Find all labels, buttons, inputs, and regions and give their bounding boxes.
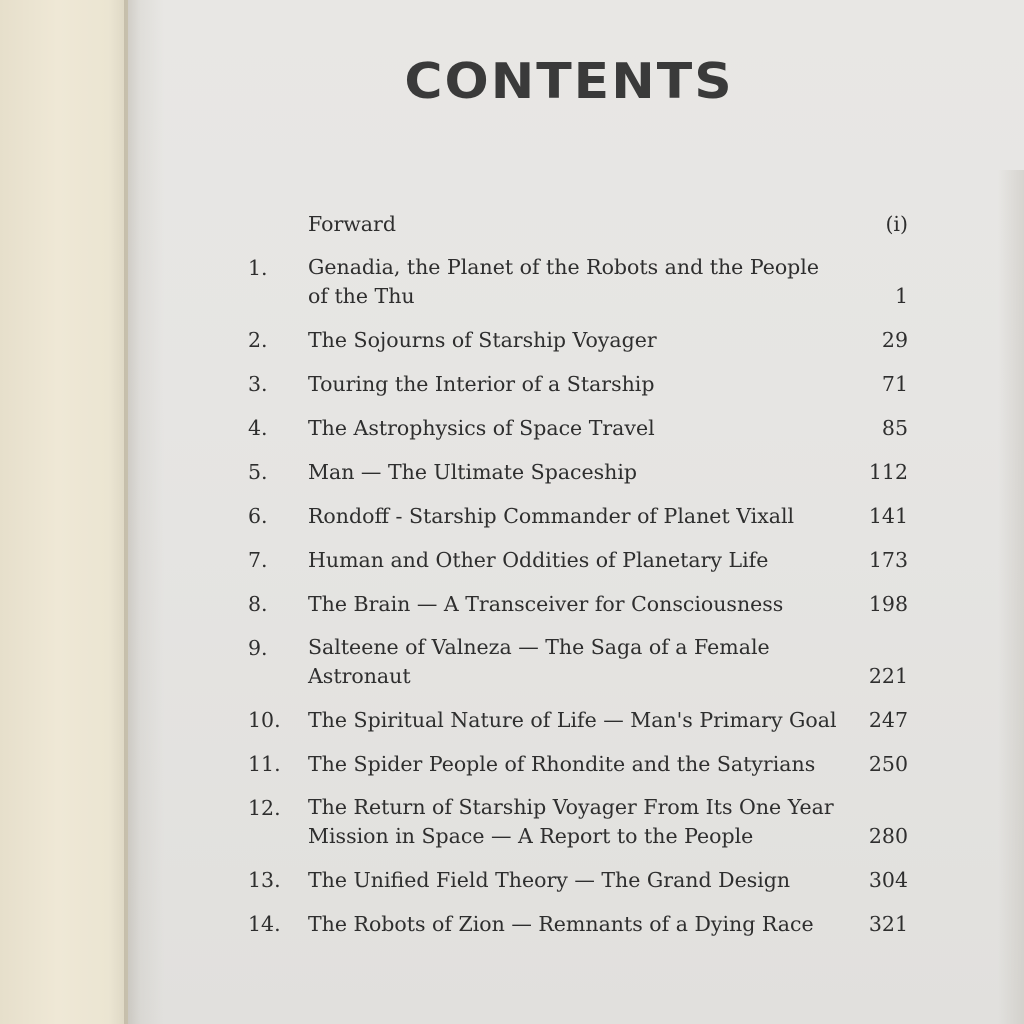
entry-number: 6. bbox=[248, 504, 268, 528]
entry-page: 141 bbox=[868, 504, 908, 528]
contents-list bbox=[248, 210, 908, 953]
entry-title: Genadia, the Planet of the Robots and the People of the Thu bbox=[308, 255, 819, 308]
toc-entry bbox=[248, 545, 908, 575]
entry-number: 2. bbox=[248, 328, 268, 352]
entry-page: 250 bbox=[868, 752, 908, 776]
entry-number: 9. bbox=[248, 636, 268, 660]
entry-title: The Astrophysics of Space Travel bbox=[308, 416, 655, 440]
entry-number: 13. bbox=[248, 868, 281, 892]
entry-page: 29 bbox=[881, 328, 908, 352]
page-title: CONTENTS bbox=[404, 53, 734, 111]
toc-entry bbox=[248, 749, 908, 779]
entry-number: 4. bbox=[248, 416, 268, 440]
entry-page: 1 bbox=[894, 284, 908, 308]
toc-entry bbox=[248, 325, 908, 355]
entry-title: The Sojourns of Starship Voyager bbox=[308, 328, 657, 352]
entry-title: Touring the Interior of a Starship bbox=[308, 372, 655, 396]
page-edge-shadow bbox=[998, 170, 1024, 1024]
toc-entry bbox=[248, 633, 908, 691]
entry-number: 8. bbox=[248, 592, 268, 616]
toc-entry bbox=[248, 210, 908, 239]
toc-entry bbox=[248, 413, 908, 443]
entry-title: Salteene of Valneza — The Saga of a Female Astronaut bbox=[308, 635, 770, 688]
toc-entry bbox=[248, 705, 908, 735]
toc-entry bbox=[248, 589, 908, 619]
entry-number: 1. bbox=[248, 256, 268, 280]
entry-page: 173 bbox=[868, 548, 908, 572]
entry-number: 11. bbox=[248, 752, 281, 776]
entry-page: 321 bbox=[868, 912, 908, 936]
entry-number: 14. bbox=[248, 912, 281, 936]
toc-entry bbox=[248, 369, 908, 399]
toc-entry bbox=[248, 253, 908, 311]
entry-title: The Brain — A Transceiver for Consciousness bbox=[308, 592, 784, 616]
entry-number: 5. bbox=[248, 460, 268, 484]
entry-title: Rondoff - Starship Commander of Planet Vixall bbox=[308, 504, 795, 528]
entry-title: The Return of Starship Voyager From Its One Year Mission in Space — A Report to the People bbox=[308, 795, 834, 848]
entry-title: The Unified Field Theory — The Grand Design bbox=[308, 868, 791, 892]
entry-page: 247 bbox=[868, 708, 908, 732]
entry-page: 221 bbox=[868, 664, 908, 688]
entry-page: 85 bbox=[881, 416, 908, 440]
entry-title: The Spiritual Nature of Life — Man's Primary Goal bbox=[308, 708, 837, 732]
entry-number: 7. bbox=[248, 548, 268, 572]
entry-page: 304 bbox=[868, 868, 908, 892]
entry-page: (i) bbox=[885, 212, 908, 236]
left-page bbox=[0, 0, 128, 1024]
entry-number: 3. bbox=[248, 372, 268, 396]
toc-entry bbox=[248, 793, 908, 851]
entry-title: Forward bbox=[308, 212, 396, 236]
toc-entry bbox=[248, 865, 908, 895]
entry-title: The Robots of Zion — Remnants of a Dying Race bbox=[308, 912, 814, 936]
entry-page: 280 bbox=[868, 824, 908, 848]
entry-number: 12. bbox=[248, 796, 281, 820]
entry-title: Man — The Ultimate Spaceship bbox=[308, 460, 638, 484]
toc-entry bbox=[248, 909, 908, 939]
entry-title: Human and Other Oddities of Planetary Life bbox=[308, 548, 769, 572]
toc-entry bbox=[248, 501, 908, 531]
entry-page: 112 bbox=[868, 460, 908, 484]
gutter-shadow bbox=[124, 0, 164, 1024]
entry-number: 10. bbox=[248, 708, 281, 732]
toc-entry bbox=[248, 457, 908, 487]
entry-page: 198 bbox=[868, 592, 908, 616]
entry-title: The Spider People of Rhondite and the Satyrians bbox=[308, 752, 816, 776]
entry-page: 71 bbox=[881, 372, 908, 396]
